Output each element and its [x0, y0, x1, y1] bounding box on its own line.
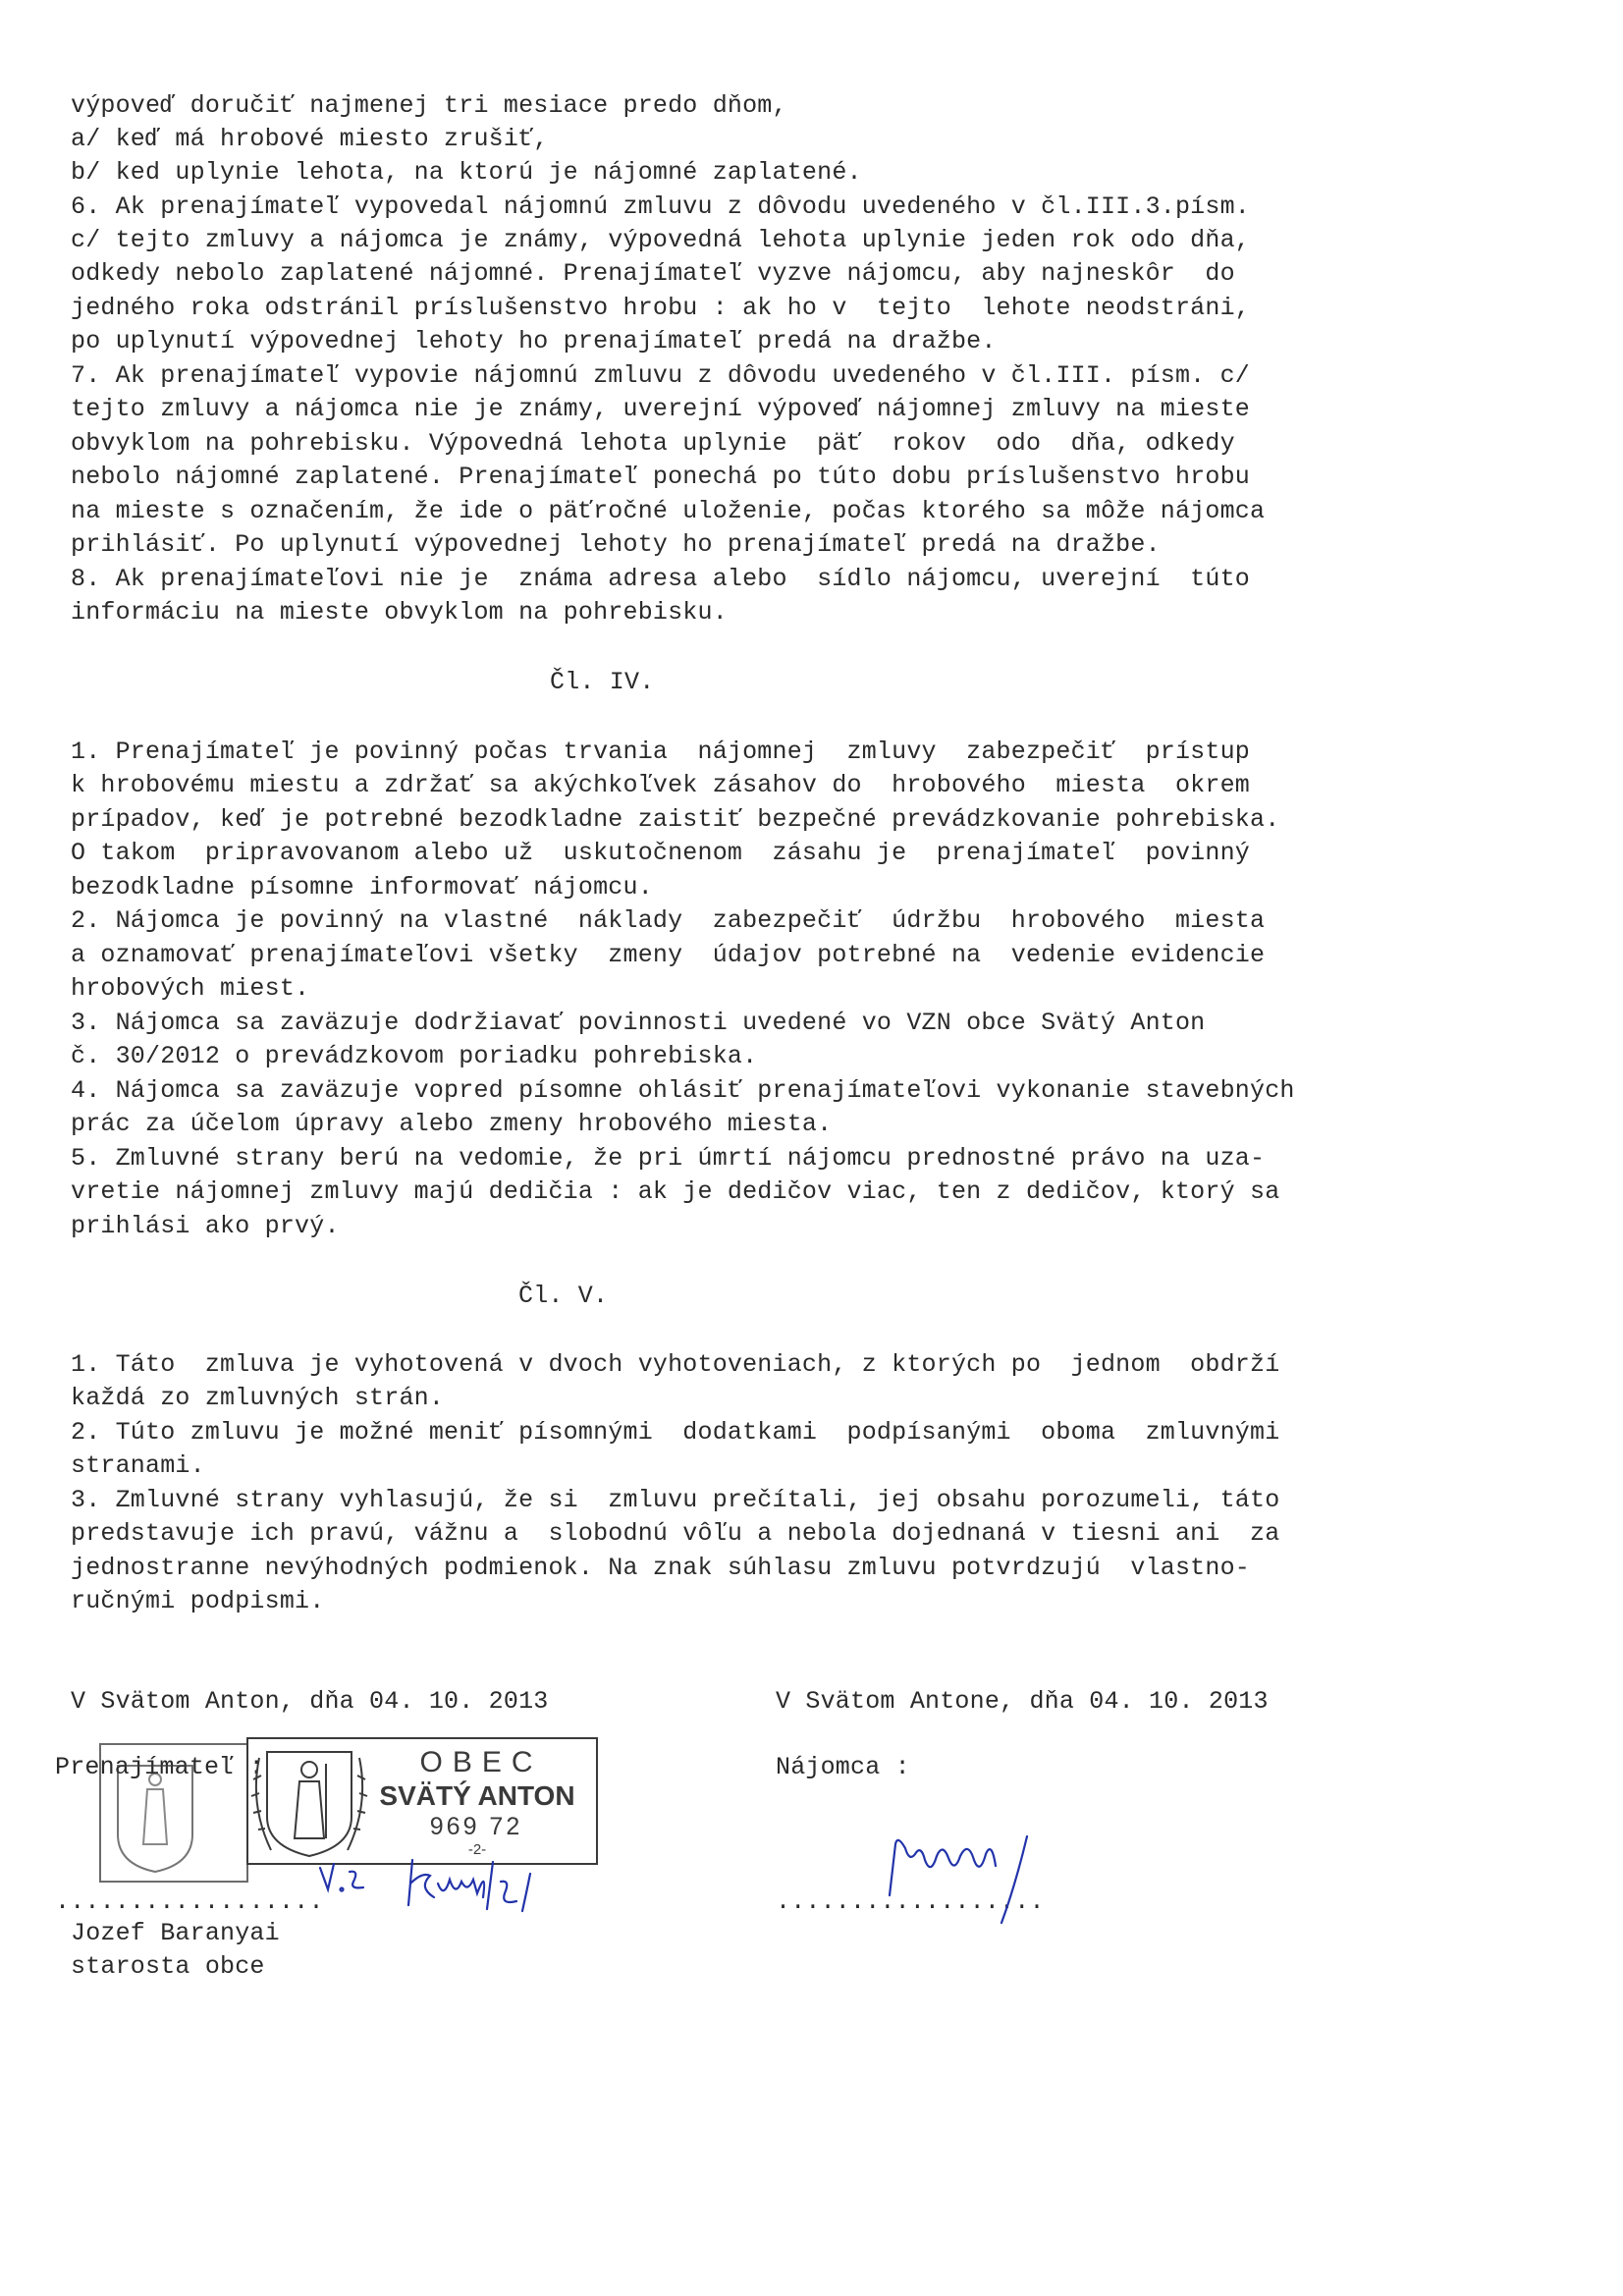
right-signature-line: .................. [776, 1887, 1045, 1916]
stamp-line-3: 969 72 [429, 1813, 523, 1840]
text-line: b/ ked uplynie lehota, na ktorú je nájomné zaplatené. [71, 158, 862, 187]
text-line: 2. Túto zmluvu je možné meniť písomnými dodatkami podpísanými oboma zmluvnými [71, 1418, 1280, 1447]
text-line: 4. Nájomca sa zaväzuje vopred písomne ohlásiť prenajímateľovi vykonanie stavebných [71, 1076, 1295, 1105]
text-line: prípadov, keď je potrebné bezodkladne zaistiť bezpečné prevádzkovanie pohrebiska. [71, 805, 1280, 834]
right-place-date: V Svätom Antone, dňa 04. 10. 2013 [776, 1687, 1269, 1716]
tenant-signature [880, 1827, 1096, 1925]
text-line: 7. Ak prenajímateľ vypovie nájomnú zmluvu z dôvodu uvedeného v čl.III. písm. c/ [71, 361, 1250, 390]
text-line: 1. Táto zmluva je vyhotovená v dvoch vyhotoveniach, z ktorých po jednom obdrží [71, 1350, 1280, 1379]
text-line: O takom pripravovanom alebo už uskutočnenom zásahu je prenajímateľ povinný [71, 839, 1250, 867]
text-line: prihlási ako prvý. [71, 1212, 340, 1240]
text-line: bezodkladne písomne informovať nájomcu. [71, 873, 653, 902]
text-line: odkedy nebolo zaplatené nájomné. Prenajímateľ vyzve nájomcu, aby najneskôr do [71, 259, 1235, 288]
stamp-line-2: SVÄTÝ ANTON [379, 1780, 575, 1811]
left-signature-line: .................. [55, 1887, 324, 1916]
text-line: 8. Ak prenajímateľovi nie je známa adresa alebo sídlo nájomcu, uverejní túto [71, 565, 1250, 593]
article-heading-v: Čl. V. [518, 1282, 609, 1310]
text-line: 5. Zmluvné strany berú na vedomie, že pri úmrtí nájomcu prednostné právo na uza- [71, 1144, 1266, 1173]
text-line: 3. Nájomca sa zaväzuje dodržiavať povinnosti uvedené vo VZN obce Svätý Anton [71, 1009, 1206, 1037]
signer-role: starosta obce [71, 1952, 265, 1981]
text-line: c/ tejto zmluvy a nájomca je známy, výpovedná lehota uplynie jeden rok odo dňa, [71, 226, 1250, 254]
text-line: prác za účelom úpravy alebo zmeny hrobového miesta. [71, 1110, 833, 1138]
text-line: prihlásiť. Po uplynutí výpovednej lehoty ho prenajímateľ predá na dražbe. [71, 530, 1161, 559]
text-line: ručnými podpismi. [71, 1587, 325, 1615]
tenant-label: Nájomca : [776, 1753, 910, 1781]
left-place-date: V Svätom Anton, dňa 04. 10. 2013 [71, 1687, 549, 1716]
text-line: informáciu na mieste obvyklom na pohrebisku. [71, 598, 728, 627]
text-line: 3. Zmluvné strany vyhlasujú, že si zmluvu prečítali, jej obsahu porozumeli, táto [71, 1486, 1280, 1514]
text-line: jedného roka odstránil príslušenstvo hrobu : ak ho v tejto lehote neodstráni, [71, 294, 1250, 322]
text-line: na mieste s označením, že ide o päťročné uloženie, počas ktorého sa môže nájomca [71, 497, 1266, 525]
text-line: 2. Nájomca je povinný na vlastné náklady zabezpečiť údržbu hrobového miesta [71, 906, 1266, 935]
text-line: č. 30/2012 o prevádzkovom poriadku pohrebiska. [71, 1042, 758, 1070]
text-line: vretie nájomnej zmluvy majú dedičia : ak je dedičov viac, ten z dedičov, ktorý sa [71, 1177, 1280, 1206]
text-line: stranami. [71, 1451, 205, 1480]
text-line: jednostranne nevýhodných podmienok. Na znak súhlasu zmluvu potvrdzujú vlastno- [71, 1554, 1250, 1582]
text-line: predstavuje ich pravú, vážnu a slobodnú vôľu a nebola dojednaná v tiesni ani za [71, 1519, 1280, 1548]
signer-name: Jozef Baranyai [71, 1919, 280, 1947]
text-line: nebolo nájomné zaplatené. Prenajímateľ ponechá po túto dobu príslušenstvo hrobu [71, 463, 1250, 491]
stamp-line-1: OBEC [419, 1746, 543, 1778]
text-line: 1. Prenajímateľ je povinný počas trvania nájomnej zmluvy zabezpečiť prístup [71, 738, 1250, 766]
text-line: k hrobovému miestu a zdržať sa akýchkoľvek zásahov do hrobového miesta okrem [71, 771, 1250, 799]
article-heading-iv: Čl. IV. [550, 668, 655, 696]
text-line: a/ keď má hrobové miesto zrušiť, [71, 125, 549, 153]
text-line: obvyklom na pohrebisku. Výpovedná lehota uplynie päť rokov odo dňa, odkedy [71, 429, 1235, 458]
text-line: výpoveď doručiť najmenej tri mesiace predo dňom, [71, 91, 787, 120]
text-line: po uplynutí výpovednej lehoty ho prenajímateľ predá na dražbe. [71, 327, 997, 355]
stamp-line-4: -2- [467, 1841, 487, 1858]
text-line: každá zo zmluvných strán. [71, 1384, 445, 1412]
landlord-label: Prenajímateľ : [55, 1753, 264, 1781]
text-line: tejto zmluvy a nájomca nie je známy, uverejní výpoveď nájomnej zmluvy na mieste [71, 395, 1250, 423]
text-line: hrobových miest. [71, 974, 310, 1003]
text-line: 6. Ak prenajímateľ vypovedal nájomnú zmluvu z dôvodu uvedeného v čl.III.3.písm. [71, 192, 1250, 221]
text-line: a oznamovať prenajímateľovi všetky zmeny údajov potrebné na vedenie evidencie [71, 941, 1266, 969]
landlord-signature [314, 1854, 569, 1923]
